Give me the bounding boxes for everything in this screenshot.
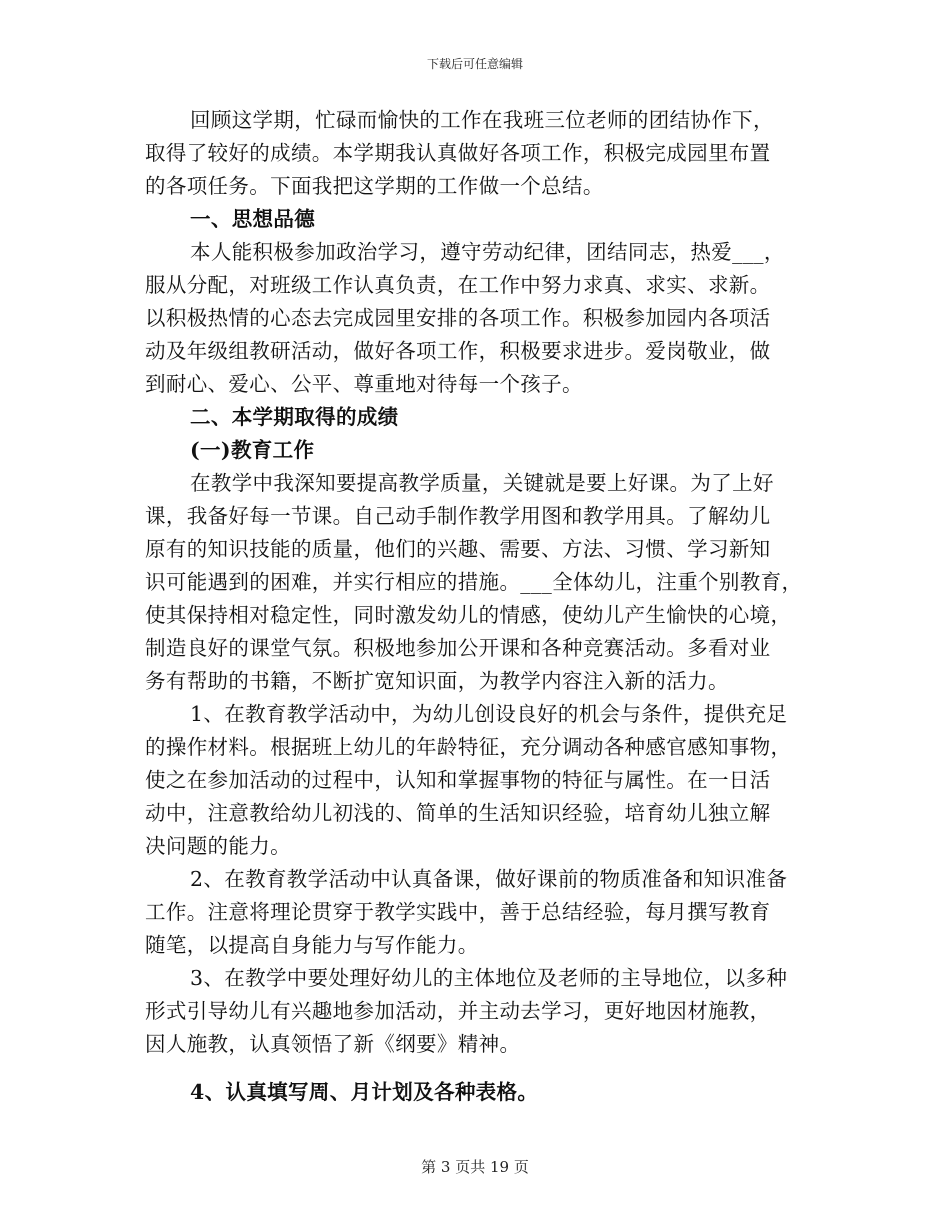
text-line: 原有的知识技能的质量，他们的兴趣、需要、方法、习惯、学习新知 <box>145 537 771 561</box>
text-line: 3、在教学中要处理好幼儿的主体地位及老师的主导地位，以多种 <box>190 966 788 990</box>
text-line: 1、在教育教学活动中，为幼儿创设良好的机会与条件，提供充足 <box>190 702 788 726</box>
text-line: 本人能积极参加政治学习，遵守劳动纪律，团结同志，热爱___， <box>190 240 785 264</box>
text-line: 的操作材料。根据班上幼儿的年龄特征，充分调动各种感官感知事物， <box>145 735 792 759</box>
text-line: 制造良好的课堂气氛。积极地参加公开课和各种竞赛活动。多看对业 <box>145 636 771 660</box>
text-line: 使之在参加活动的过程中，认知和掌握事物的特征与属性。在一日活 <box>145 768 771 792</box>
text-line: 工作。注意将理论贯穿于教学实践中，善于总结经验，每月撰写教育 <box>145 900 771 924</box>
text-line: 2、在教育教学活动中认真备课，做好课前的物质准备和知识准备 <box>190 867 788 891</box>
page-footer: 第 3 页共 19 页 <box>421 1158 529 1176</box>
text-line: 在教学中我深知要提高教学质量，关键就是要上好课。为了上好 <box>190 471 774 495</box>
page-header: 下载后可任意编辑 <box>426 57 523 71</box>
section-heading: 二、本学期取得的成绩 <box>190 405 399 429</box>
text-line: 以积极热情的心态去完成园里安排的各项工作。积极参加园内各项活 <box>145 306 771 330</box>
text-line: 动及年级组教研活动，做好各项工作，积极要求进步。爱岗敬业，做 <box>145 339 771 363</box>
text-line: 到耐心、爱心、公平、尊重地对待每一个孩子。 <box>145 372 583 396</box>
text-line: 服从分配，对班级工作认真负责，在工作中努力求真、求实、求新。 <box>145 273 771 297</box>
text-line: 务有帮助的书籍，不断扩宽知识面，为教学内容注入新的活力。 <box>145 669 729 693</box>
text-line: 随笔，以提高自身能力与写作能力。 <box>145 933 479 957</box>
text-line: 使其保持相对稳定性，同时激发幼儿的情感，使幼儿产生愉快的心境， <box>145 603 792 627</box>
text-line: 识可能遇到的困难，并实行相应的措施。___全体幼儿，注重个别教育， <box>145 570 803 594</box>
subsection-heading: (一)教育工作 <box>190 438 315 462</box>
section-heading: 一、思想品德 <box>190 207 316 231</box>
text-line: 课，我备好每一节课。自己动手制作教学用图和教学用具。了解幼儿 <box>145 504 771 528</box>
text-line-bold: 4、认真填写周、月计划及各种表格。 <box>190 1080 539 1104</box>
text-line: 决问题的能力。 <box>145 834 291 858</box>
text-line: 取得了较好的成绩。本学期我认真做好各项工作，积极完成园里布置 <box>145 141 771 165</box>
text-line: 的各项任务。下面我把这学期的工作做一个总结。 <box>145 174 604 198</box>
text-line: 形式引导幼儿有兴趣地参加活动，并主动去学习，更好地因材施教， <box>145 999 771 1023</box>
text-line: 动中，注意教给幼儿初浅的、简单的生活知识经验，培育幼儿独立解 <box>145 801 771 825</box>
text-line: 因人施教，认真领悟了新《纲要》精神。 <box>145 1032 521 1056</box>
text-line: 回顾这学期，忙碌而愉快的工作在我班三位老师的团结协作下， <box>190 108 774 132</box>
